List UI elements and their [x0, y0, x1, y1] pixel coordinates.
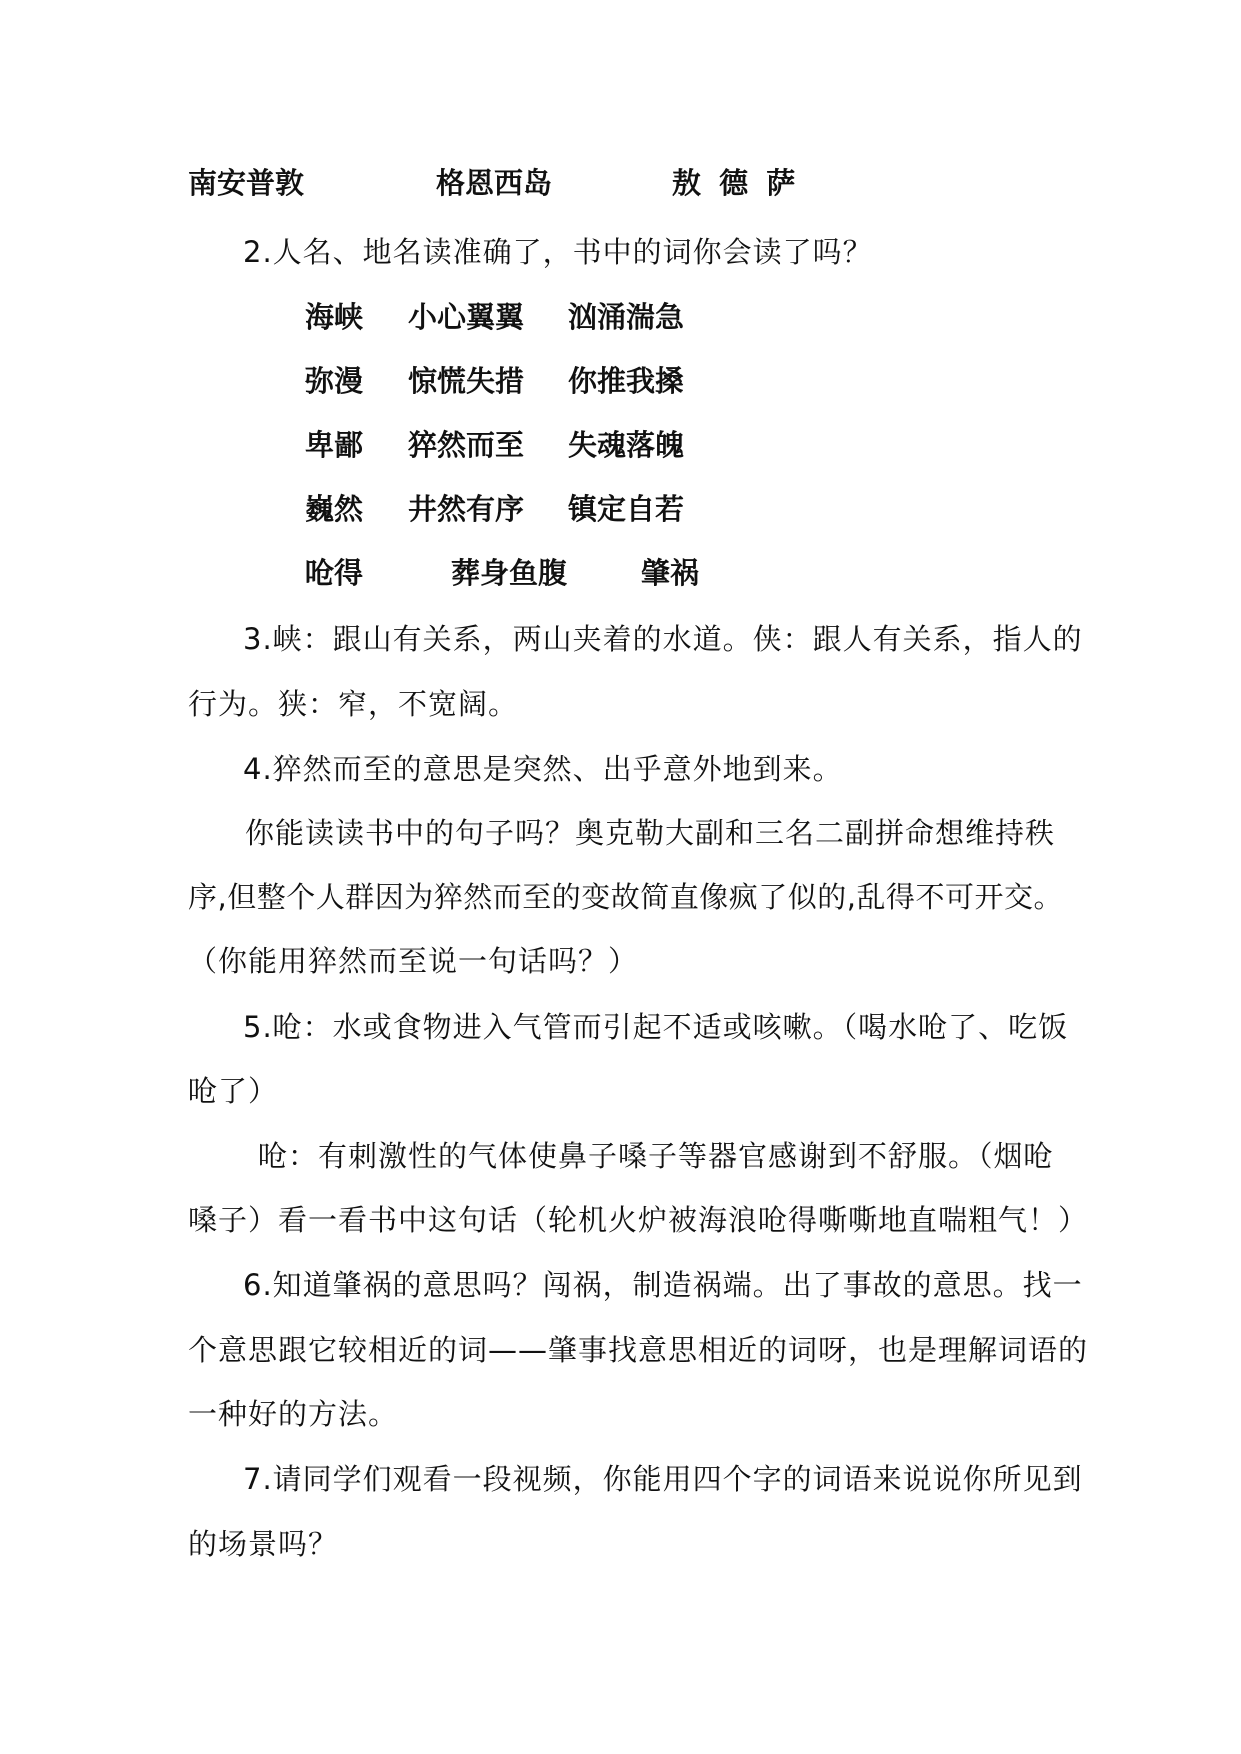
question-7-line-2: 的场景吗？ [188, 1527, 339, 1561]
word-r4-c3: 镇定自若 [568, 492, 685, 526]
word-r5-c1: 呛得 [305, 556, 364, 590]
question-6-line-3: 一种好的方法。 [188, 1397, 399, 1431]
question-4-line-2: 你能读读书中的句子吗？奥克勒大副和三名二副拼命想维持秩 [245, 816, 1056, 850]
word-r1-c2: 小心翼翼 [408, 300, 525, 334]
question-4-line-1: 4.猝然而至的意思是突然、出乎意外地到来。 [243, 752, 843, 786]
question-2: 2.人名、地名读准确了，书中的词你会读了吗？ [243, 235, 873, 269]
name-guernsey: 格恩西岛 [436, 166, 553, 200]
question-3-line-1: 3.峡：跟山有关系，两山夹着的水道。侠：跟人有关系，指人的 [243, 622, 1083, 656]
question-3-line-2: 行为。狭：窄，不宽阔。 [188, 687, 519, 721]
word-r5-c2: 葬身鱼腹 [451, 556, 568, 590]
word-r4-c2: 井然有序 [408, 492, 525, 526]
question-5-line-2: 呛了） [188, 1074, 279, 1108]
name-southampton: 南安普敦 [188, 166, 305, 200]
name-odessa: 敖 德 萨 [672, 166, 800, 200]
word-r4-c1: 巍然 [305, 492, 364, 526]
word-r2-c1: 弥漫 [305, 364, 364, 398]
question-5-line-3: 呛：有刺激性的气体使鼻子嗓子等器官感谢到不舒服。（烟呛 [258, 1139, 1054, 1173]
word-r3-c2: 猝然而至 [408, 428, 525, 462]
question-5-line-4: 嗓子）看一看书中这句话（轮机火炉被海浪呛得嘶嘶地直喘粗气！） [188, 1203, 1089, 1237]
question-4-line-4: （你能用猝然而至说一句话吗？） [188, 944, 639, 978]
question-5-line-1: 5.呛：水或食物进入气管而引起不适或咳嗽。（喝水呛了、吃饭 [243, 1010, 1069, 1044]
word-r3-c3: 失魂落魄 [568, 428, 685, 462]
word-r1-c1: 海峡 [305, 300, 364, 334]
word-r1-c3: 汹涌湍急 [568, 300, 685, 334]
word-r2-c2: 惊慌失措 [408, 364, 525, 398]
question-4-line-3: 序,但整个人群因为猝然而至的变故简直像疯了似的,乱得不可开交。 [188, 880, 1063, 914]
question-7-line-1: 7.请同学们观看一段视频，你能用四个字的词语来说说你所见到 [243, 1462, 1083, 1496]
word-r3-c1: 卑鄙 [305, 428, 364, 462]
word-r2-c3: 你推我搡 [568, 364, 685, 398]
question-6-line-2: 个意思跟它较相近的词——肇事找意思相近的词呀，也是理解词语的 [188, 1333, 1089, 1367]
word-r5-c3: 肇祸 [641, 556, 700, 590]
question-6-line-1: 6.知道肇祸的意思吗？闯祸，制造祸端。出了事故的意思。找一 [243, 1268, 1083, 1302]
